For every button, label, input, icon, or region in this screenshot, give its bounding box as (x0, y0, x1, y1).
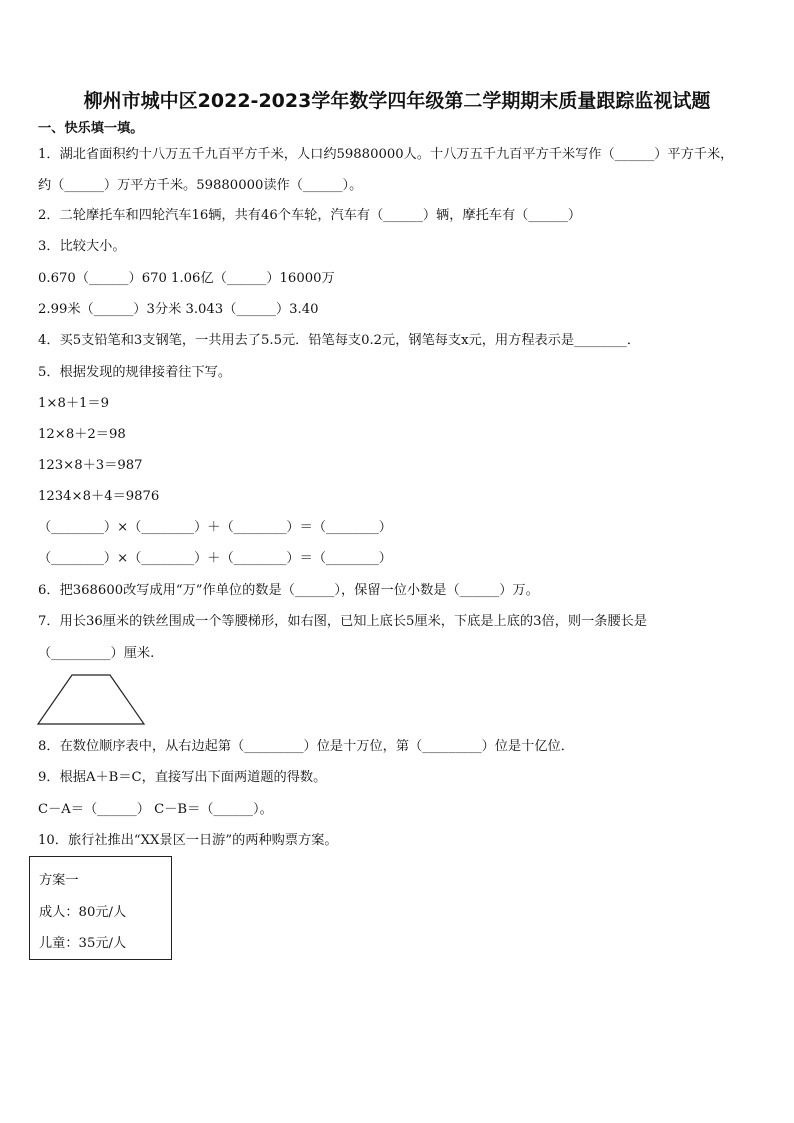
question-4: 4．买5支铅笔和3支钢笔，一共用去了5.5元．铅笔每支0.2元，钢笔每支x元，用方程表示是________． (38, 333, 641, 348)
question-3: 3．比较大小。 (38, 239, 126, 254)
question-9: 9．根据A＋B＝C，直接写出下面两道题的得数。 (38, 770, 327, 785)
plan-one-adult-price: 成人：80元/人 (39, 905, 127, 920)
question-5-blank-row-2: （________）×（________）＋（________）＝（________） (38, 551, 392, 566)
question-5-equation-3: 123×8＋3＝987 (38, 458, 143, 473)
plan-one-title: 方案一 (39, 873, 79, 888)
question-1-line-2: 约（______）万平方千米。59880000读作（______）。 (38, 178, 363, 193)
section-heading: 一、快乐填一填。 (38, 121, 144, 136)
plan-one-child-price: 儿童：35元/人 (39, 936, 127, 951)
plan-one-box (29, 856, 172, 960)
question-5-equation-2: 12×8＋2＝98 (38, 427, 126, 442)
question-5-blank-row-1: （________）×（________）＋（________）＝（________） (38, 520, 392, 535)
page-title: 柳州市城中区2022-2023学年数学四年级第二学期期末质量跟踪监视试题 (83, 90, 711, 112)
question-7-line-2: （_________）厘米. (38, 646, 155, 661)
question-8: 8．在数位顺序表中，从右边起第（_________）位是十万位，第（_________）位是十亿位． (38, 739, 574, 754)
question-3-row-1: 0.670（______）670 1.06亿（______）16000万 (38, 271, 335, 286)
question-7-line-1: 7．用长36厘米的铁丝围成一个等腰梯形，如右图，已知上底长5厘米，下底是上底的3倍，则一条腰长是 (38, 614, 648, 629)
question-6: 6．把368600改写成用“万”作单位的数是（______），保留一位小数是（______）万。 (38, 583, 539, 598)
question-9-row: C－A＝（______） C－B＝（______）。 (38, 802, 273, 817)
question-10: 10．旅行社推出“XX景区一日游”的两种购票方案。 (38, 833, 338, 848)
question-3-row-2: 2.99米（______）3分米 3.043（______）3.40 (38, 302, 319, 317)
question-2: 2．二轮摩托车和四轮汽车16辆，共有46个车轮，汽车有（______）辆，摩托车有（______） (38, 208, 582, 223)
question-5: 5．根据发现的规律接着往下写。 (38, 365, 232, 380)
trapezoid-figure (36, 673, 148, 727)
question-5-equation-1: 1×8＋1＝9 (38, 396, 109, 411)
question-5-equation-4: 1234×8＋4＝9876 (38, 489, 160, 504)
question-1-line-1: 1．湖北省面积约十八万五千九百平方千米，人口约59880000人。十八万五千九百平方千米写作（______）平方千米， (38, 147, 734, 162)
